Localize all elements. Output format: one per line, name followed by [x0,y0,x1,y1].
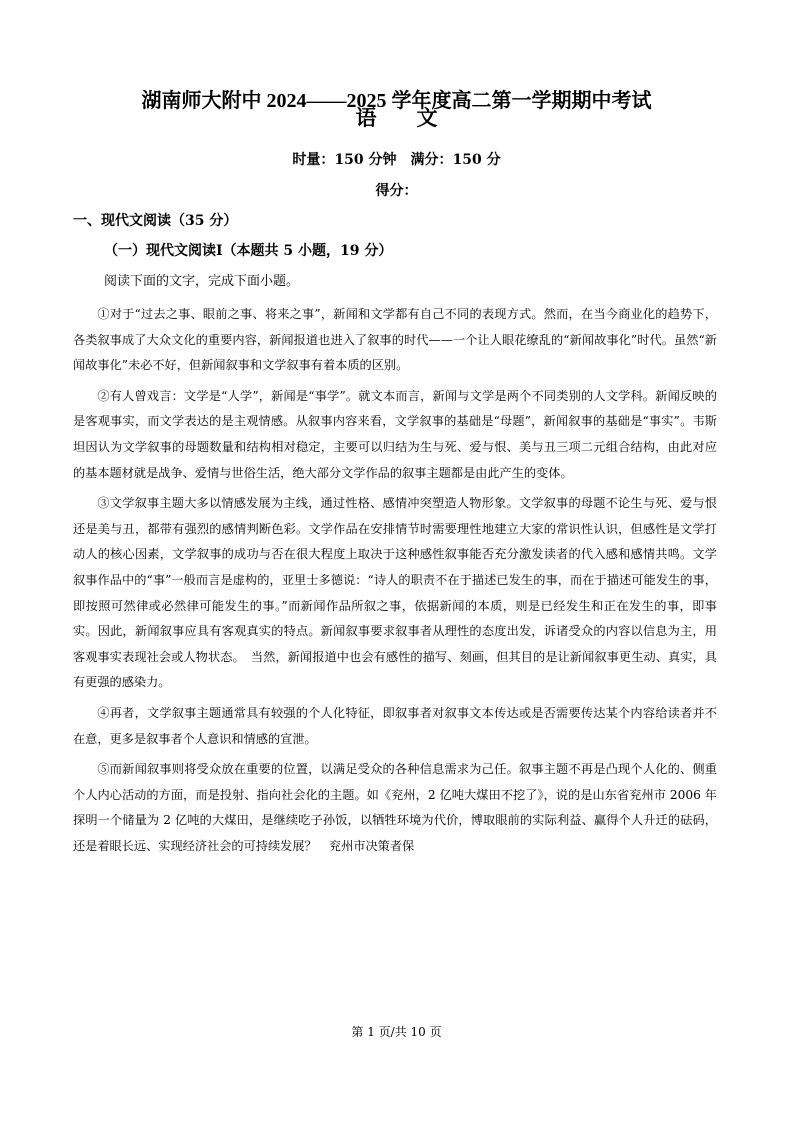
passage-paragraph-2: ②有人曾戏言：文学是“人学”，新闻是“事学”。就文本而言，新闻与文学是两个不同类别的人文学科。新闻反映的是客观事实，而文学表达的是主观情感。从叙事内容来看，文学叙事的基础是“母题”，新闻叙事的基础是“事实”。韦斯坦因认为文学叙事的母题数量和结构相对稳定，主要可以归结为生与死、爱与恨、美与丑三项二元组合结构，由此对应的基本题材就是战争、爱情与世俗生活，绝大部分文学作品的叙事主题都是由此产生的变体。 [73,388,717,480]
reading-instruction: 阅读下面的文字，完成下面小题。 [104,274,300,289]
page-number: 第 1 页/共 10 页 [351,1025,442,1039]
passage-paragraph-4: ④再者，文学叙事主题通常具有较强的个人化特征，即叙事者对叙事文本传达或是否需要传达某个内容给读者并不在意，更多是叙事者个人意识和情感的宣泄。 [73,705,717,746]
passage-paragraph-3: ③文学叙事主题大多以情感发展为主线，通过性格、感情冲突塑造人物形象。文学叙事的母题不论生与死、爱与恨还是美与丑，都带有强烈的感情判断色彩。文学作品在安排情节时需要理性地建立大家的常识性认识，但感性是文学打动人的核心因素，文学叙事的成功与否在很大程度上取决于这种感性叙事能否充分激发读者的代入感和感情共鸣。文学叙事作品中的“事”一般而言是虚构的，亚里士多德说：“诗人的职责不在于描述已发生的事，而在于描述可能发生的事，即按照可然律或必然律可能发生的事。”而新闻作品所叙之事，依据新闻的本质，则是已经发生和正在发生的事，即事实。因此，新闻叙事应具有客观真实的特点。新闻叙事要求叙事者从理性的态度出发，诉诸受众的内容以信息为主，用客观事实表现社会或人物状态。 当然，新闻报道中也会有感性的描写、刻画，但其目的是让新闻叙事更生动、真实，具有更强的感染力。 [73,496,717,690]
reading-passage [73,302,717,864]
subsection-heading-reading-1: （一）现代文阅读Ⅰ（本题共 5 小题，19 分） [104,243,393,259]
exam-title: 湖南师大附中 2024——2025 学年度高二第一学期期中考试 [141,90,652,112]
passage-paragraph-5: ⑤而新闻叙事则将受众放在重要的位置，以满足受众的各种信息需求为己任。叙事主题不再是凸现个人化的、侧重个人内心活动的方面，而是投射、指向社会化的主题。如《兖州，2 亿吨大煤田不挖了》，说的是山东省兖州市 2006 年探明一个储量为 2 亿吨的大煤田，是继续吃子孙饭，以牺牲环境为代价，博取眼前的实际利益、赢得个人升迁的砝码，还是着眼长远、实现经济社会的可持续发展？ 兖州市决策者保 [73,762,717,853]
time-and-score-info: 时量：150 分钟 满分：150 分 [292,152,501,168]
section-heading-modern-reading: 一、现代文阅读（35 分） [73,213,238,229]
subject-title: 语文 [355,105,478,130]
passage-paragraph-1: ①对于“过去之事、眼前之事、将来之事”，新闻和文学都有自己不同的表现方式。然而，在当今商业化的趋势下，各类叙事成了大众文化的重要内容，新闻报道也进入了叙事的时代——一个让人眼花缭乱的“新闻故事化”时代。虽然“新闻故事化”未必不好，但新闻叙事和文学叙事有着本质的区别。 [73,307,717,373]
score-field: 得分： [375,183,418,199]
